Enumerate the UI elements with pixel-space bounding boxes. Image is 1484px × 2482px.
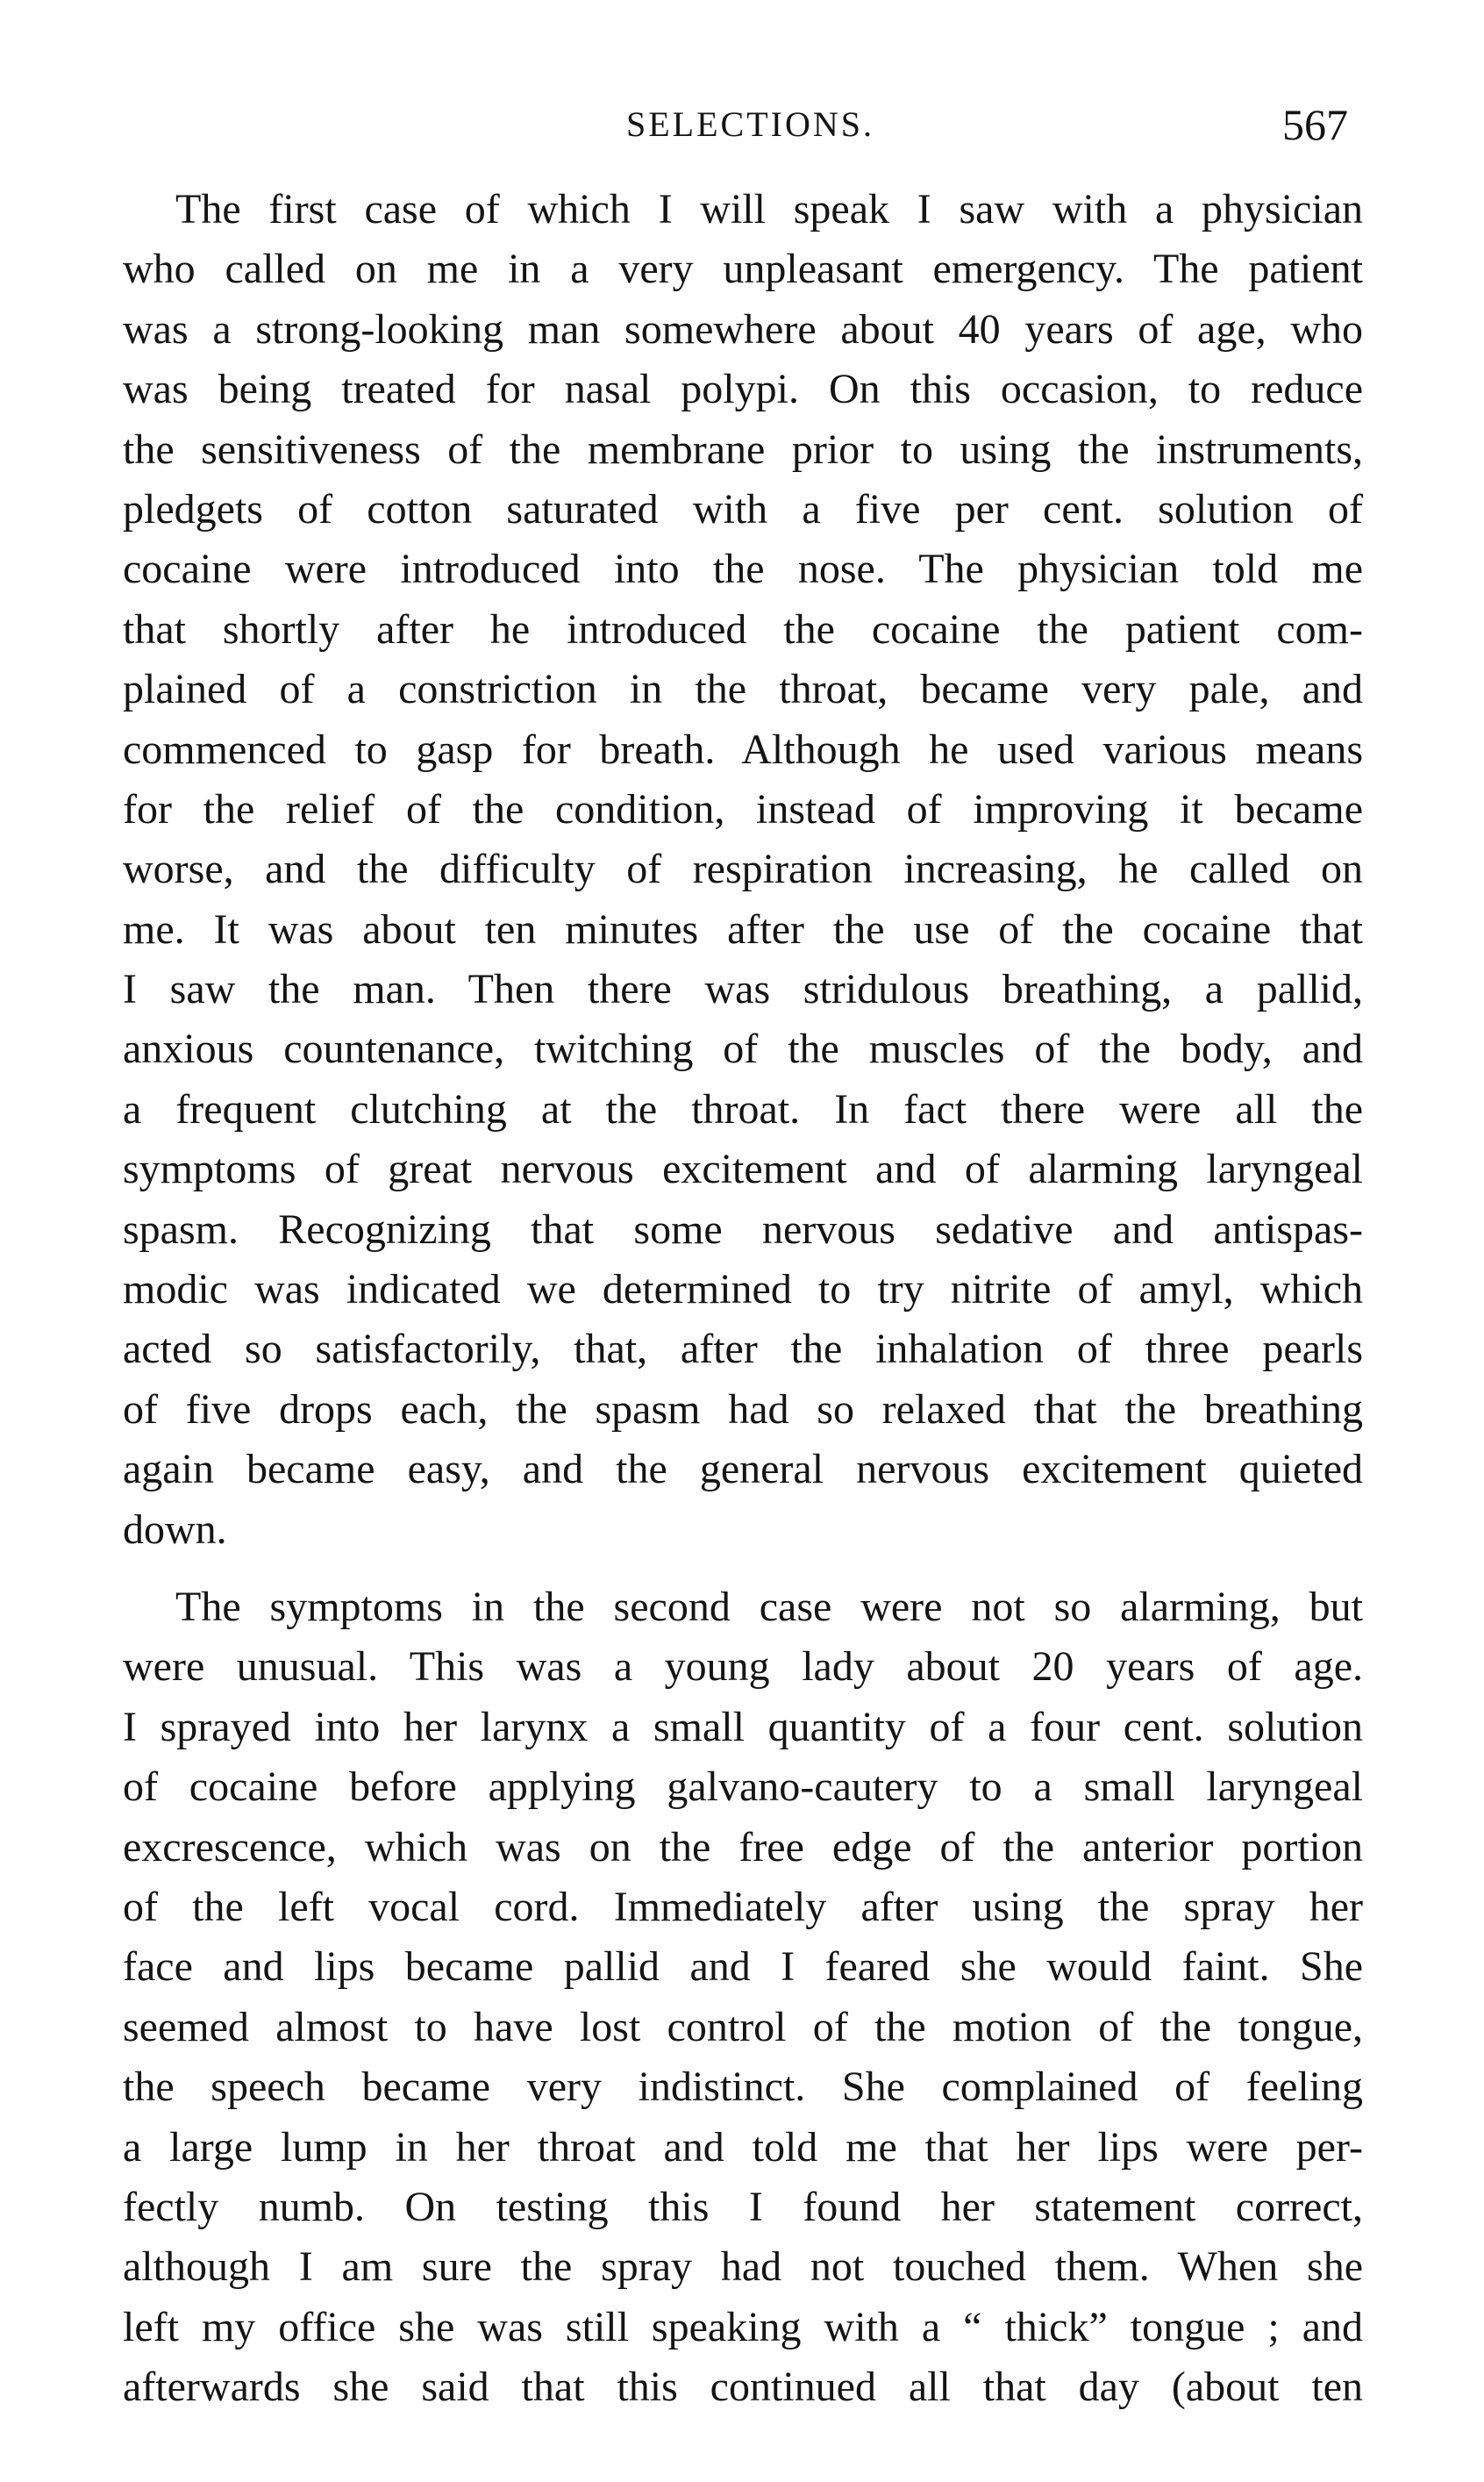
text-line: although I am sure the spray had not touched them. When she — [123, 2243, 1363, 2291]
text-line: symptoms of great nervous excitement and of alarming laryngeal — [123, 1146, 1363, 1193]
paragraph — [123, 180, 1363, 1560]
text-line: I sprayed into her larynx a small quantity of a four cent. solution — [123, 1703, 1363, 1750]
text-line: pledgets of cotton saturated with a five per cent. solution of — [123, 485, 1363, 533]
text-line: again became easy, and the general nervous excitement quieted — [123, 1446, 1363, 1493]
paragraph-gap — [123, 1560, 1363, 1577]
text-line: acted so satisfactorily, that, after the inhalation of three pearls — [123, 1326, 1363, 1373]
text-line: anxious countenance, twitching of the muscles of the body, and — [123, 1026, 1363, 1073]
text-line: excrescence, which was on the free edge of the anterior portion — [123, 1823, 1363, 1870]
text-line: worse, and the difficulty of respiration increasing, he called on — [123, 846, 1363, 893]
text-line: for the relief of the condition, instead of improving it became — [123, 785, 1363, 833]
text-line: a frequent clutching at the throat. In fact there were all the — [123, 1085, 1363, 1133]
text-line: the speech became very indistinct. She complained of feeling — [123, 2064, 1363, 2111]
text-line: The first case of which I will speak I saw with a physician — [175, 186, 1363, 232]
text-line: of the left vocal cord. Immediately after using the spray her — [123, 1883, 1363, 1930]
text-line: of cocaine before applying galvano-cautery to a small laryngeal — [123, 1763, 1363, 1811]
text-line: me. It was about ten minutes after the use of the cocaine that — [123, 905, 1363, 953]
text-line: cocaine were introduced into the nose. The physician told me — [123, 546, 1363, 593]
text-line: down. — [123, 1506, 227, 1553]
text-line: the sensitiveness of the membrane prior to using the instruments, — [123, 426, 1363, 473]
running-head: SELECTIONS. — [626, 104, 874, 144]
text-line: seemed almost to have lost control of the motion of the tongue, — [123, 2003, 1363, 2050]
text-line: The symptoms in the second case were not so alarming, but — [175, 1583, 1363, 1630]
text-line: of five drops each, the spasm had so relaxed that the breathing — [123, 1385, 1363, 1433]
text-line: spasm. Recognizing that some nervous sedative and antispas- — [123, 1205, 1363, 1253]
page-header — [0, 98, 1484, 151]
text-line: I saw the man. Then there was stridulous breathing, a pallid, — [123, 966, 1363, 1013]
text-line: were unusual. This was a young lady about 20 years of age. — [123, 1643, 1363, 1691]
text-line: was being treated for nasal polypi. On this occasion, to reduce — [123, 366, 1363, 413]
text-line: commenced to gasp for breath. Although he used various means — [123, 726, 1363, 773]
text-line: afterwards she said that this continued all that day (about ten — [123, 2364, 1363, 2411]
page-number: 567 — [1282, 100, 1348, 149]
text-line: who called on me in a very unpleasant emergency. The patient — [123, 246, 1363, 293]
text-line: modic was indicated we determined to try nitrite of amyl, which — [123, 1266, 1363, 1313]
body-text — [123, 180, 1363, 2417]
text-line: a large lump in her throat and told me that her lips were per- — [123, 2123, 1363, 2171]
text-line: that shortly after he introduced the cocaine the patient com- — [123, 605, 1363, 653]
text-line: left my office she was still speaking with a “ thick” tongue ; and — [123, 2303, 1363, 2350]
text-line: face and lips became pallid and I feared she would faint. She — [123, 1943, 1363, 1991]
text-line: was a strong-looking man somewhere about 40 years of age, who — [123, 305, 1363, 353]
paragraph-container — [123, 180, 1363, 2417]
text-line: fectly numb. On testing this I found her statement correct, — [123, 2183, 1363, 2230]
text-line: plained of a constriction in the throat, became very pale, and — [123, 666, 1363, 713]
paragraph — [123, 1577, 1363, 2417]
